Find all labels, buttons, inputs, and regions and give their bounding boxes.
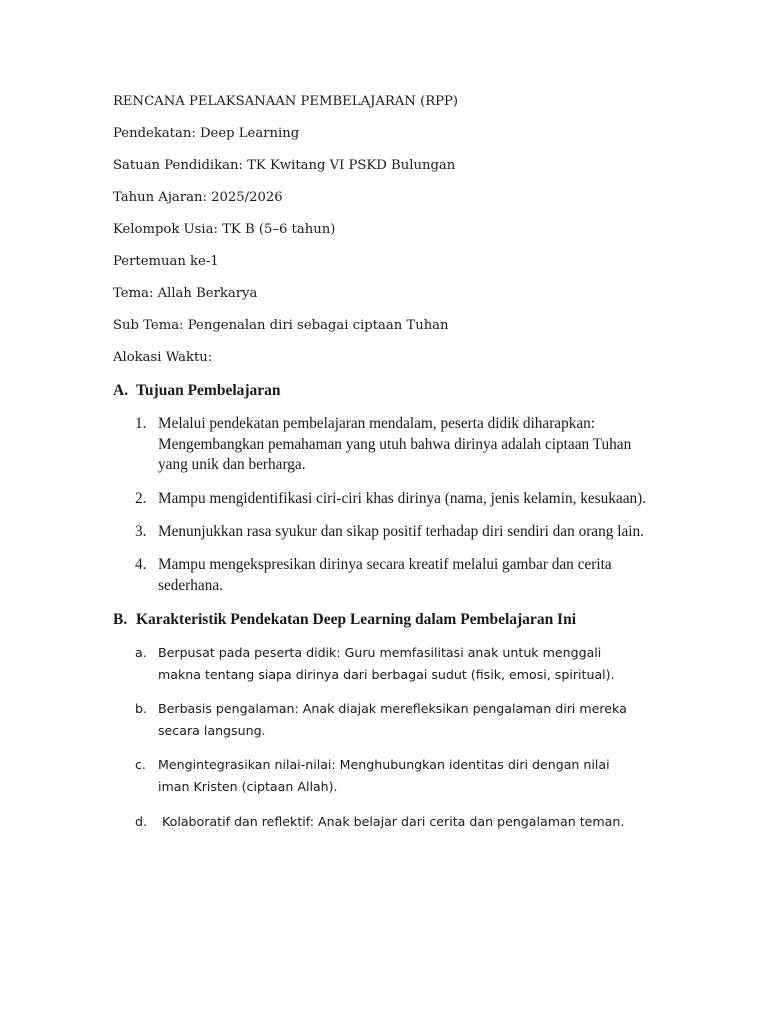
list-item-text: Berbasis pengalaman: Anak diajak merefleksikan pengalaman diri mereka secara langsung.: [158, 701, 627, 738]
meeting-line: Pertemuan ke-1: [113, 254, 219, 269]
theme-line: Tema: Allah Berkarya: [113, 286, 258, 301]
section-b-marker: B.: [113, 611, 128, 628]
academic-year-line: Tahun Ajaran: 2025/2026: [113, 190, 283, 205]
school-line: Satuan Pendidikan: TK Kwitang VI PSKD Bulungan: [113, 158, 456, 173]
list-marker: a.: [135, 645, 147, 660]
list-marker: c.: [135, 757, 146, 772]
list-item-text: Mengintegrasikan nilai-nilai: Menghubungkan identitas diri dengan nilai iman Kristen (ciptaan Allah).: [158, 757, 610, 794]
list-marker: 3.: [135, 523, 147, 540]
list-item-text: Melalui pendekatan pembelajaran mendalam, peserta didik diharapkan: Mengembangkan pemahaman yang utuh bahwa dirinya adalah ciptaan Tuhan yang unik dan berharga.: [158, 415, 632, 473]
section-a-title: Tujuan Pembelajaran: [136, 382, 281, 399]
approach-line: Pendekatan: Deep Learning: [113, 126, 300, 141]
subtheme-line: Sub Tema: Pengenalan diri sebagai ciptaan Tuhan: [113, 318, 449, 333]
list-item-text: Mampu mengidentifikasi ciri-ciri khas dirinya (nama, jenis kelamin, kesukaan).: [158, 490, 647, 507]
time-allocation-line: Alokasi Waktu:: [113, 350, 213, 365]
list-marker: d.: [135, 814, 147, 829]
age-group-line: Kelompok Usia: TK B (5–6 tahun): [113, 222, 336, 237]
list-item-text: Berpusat pada peserta didik: Guru memfasilitasi anak untuk menggali makna tentang siapa dirinya dari berbagai sudut (fisik, emosi, spiritual).: [158, 645, 615, 682]
list-item-text: Menunjukkan rasa syukur dan sikap positif terhadap diri sendiri dan orang lain.: [158, 523, 644, 540]
list-marker: b.: [135, 701, 147, 716]
section-a-heading: [113, 381, 281, 401]
list-item-text: Kolaboratif dan reflektif: Anak belajar dari cerita dan pengalaman teman.: [158, 814, 625, 829]
section-b-heading: [113, 610, 576, 630]
section-a-marker: A.: [113, 382, 129, 399]
list-marker: 2.: [135, 490, 147, 507]
list-marker: 1.: [135, 415, 147, 432]
section-b-title: Karakteristik Pendekatan Deep Learning dalam Pembelajaran Ini: [136, 611, 577, 628]
list-item-text: Mampu mengekspresikan dirinya secara kreatif melalui gambar dan cerita sederhana.: [158, 556, 612, 594]
list-marker: 4.: [135, 556, 147, 573]
document-title: RENCANA PELAKSANAAN PEMBELAJARAN (RPP): [113, 94, 459, 109]
